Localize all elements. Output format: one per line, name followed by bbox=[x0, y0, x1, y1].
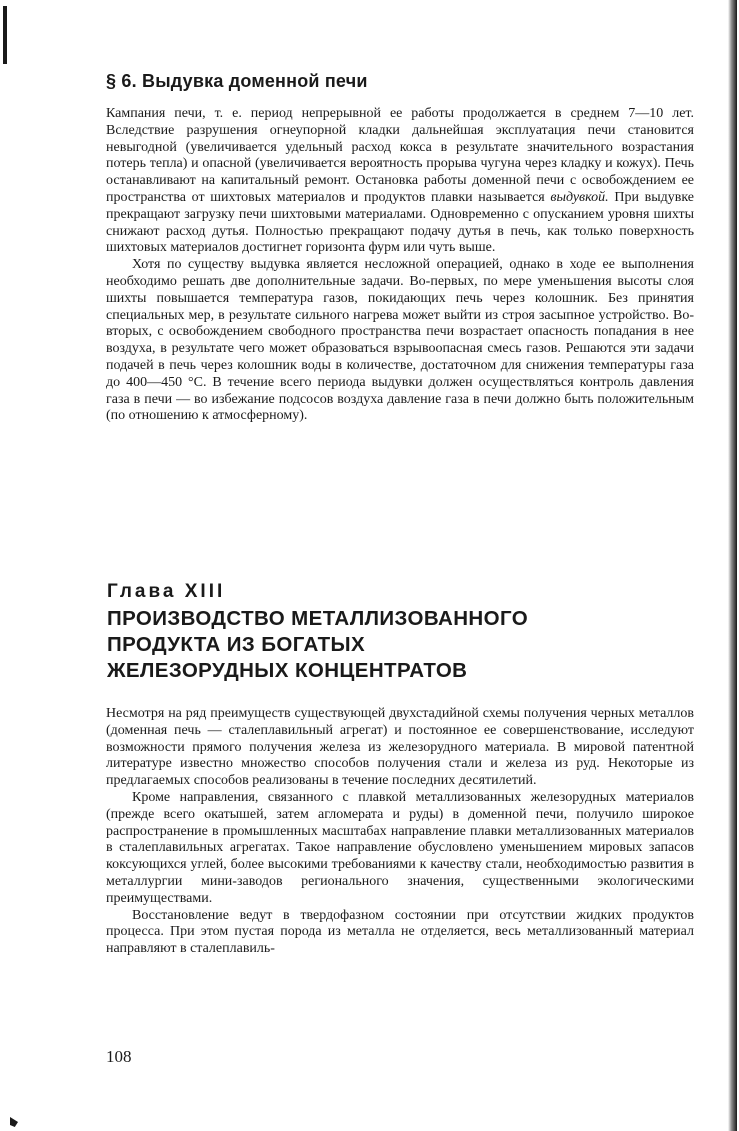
section-body bbox=[106, 106, 694, 425]
chapter-paragraph-1: Несмотря на ряд преимуществ существующей двухстадийной схемы получения черных металлов (доменная печь — сталеплавильный агрегат) и постоянное ее совершенствование, исследуют возможности прямого получения железа из железорудного материала. В мировой патентной литературе известно множество способов получения стали и железа из руд. Некоторые из предлагаемых способов реализованы в течение последних десятилетий. bbox=[106, 706, 694, 789]
section-paragraph-1 bbox=[106, 106, 694, 257]
page-number: 108 bbox=[106, 1047, 132, 1066]
scan-edge-mark bbox=[3, 6, 7, 64]
chapter-label: Глава XIII bbox=[107, 581, 226, 602]
chapter-title bbox=[107, 606, 667, 684]
chapter-title-line: ПРОДУКТА ИЗ БОГАТЫХ bbox=[107, 633, 366, 656]
section-title: § 6. Выдувка доменной печи bbox=[106, 71, 368, 91]
chapter-paragraph-3: Восстановление ведут в твердофазном состоянии при отсутствии жидких продуктов процесса. При этом пустая порода из металла не отделяется, весь металлизованный материал направляют в сталеплавиль- bbox=[106, 907, 694, 957]
chapter-title-line: ЖЕЛЕЗОРУДНЫХ КОНЦЕНТРАТОВ bbox=[107, 659, 468, 682]
term-emphasis: выдувкой. bbox=[550, 189, 609, 205]
paragraph-text-tail: При выдувке прекращают загрузку печи шихтовыми материалами. Одновременно с опусканием уровня шихты снижают расход дутья. Полностью прекращают подачу дутья в печь, как только поверхность шихтовых материалов достигнет горизонта фурм или чуть выше. bbox=[106, 189, 695, 256]
scan-corner-mark bbox=[10, 1117, 18, 1127]
section-paragraph-2: Хотя по существу выдувка является несложной операцией, однако в ходе ее выполнения необходимо решать две дополнительные задачи. Во-первых, по мере уменьшения высоты слоя шихты повышается температура газов, покидающих печь через колошник. Без принятия специальных мер, в результате сильного нагрева может выйти из строя засыпное устройство. Во-вторых, с освобождением свободного пространства печи возрастает опасность попадания в нее воздуха, в результате чего может образоваться взрывоопасная смесь газов. Решаются эти задачи подачей в печь через колошник воды в количестве, достаточном для снижения температуры газа до 400—450 °С. В течение всего периода выдувки должен осуществляться контроль давления газа в печи — во избежание подсосов воздуха давление газа в печи должно быть положительным (по отношению к атмосферному). bbox=[106, 257, 694, 424]
paragraph-text: Кампания печи, т. е. период непрерывной ее работы продолжается в среднем 7—10 лет. Вследствие разрушения огнеупорной кладки дальнейшая эксплуатация печи становится невыгодной (увеличивается удельный расход кокса в результате значительного возрастания потерь тепла) и опасной (увеличивается вероятность прорыва чугуна через кладку и кожух). Печь останавливают на капитальный ремонт. Остановка работы доменной печи с освобождением ее пространства от шихтовых материалов и продуктов плавки называется bbox=[106, 106, 694, 205]
scan-edge-shadow bbox=[728, 0, 737, 1131]
chapter-title-line: ПРОИЗВОДСТВО МЕТАЛЛИЗОВАННОГО bbox=[107, 607, 529, 630]
chapter-paragraph-2: Кроме направления, связанного с плавкой металлизованных железорудных материалов (прежде всего окатышей, затем агломерата и руды) в доменной печи, получило широкое распространение в промышленных масштабах направление плавки металлизованных материалов в сталеплавильных агрегатах. Такое направление обусловлено уменьшением мировых запасов коксующихся углей, более высокими требованиями к качеству стали, необходимостью развития в металлургии мини-заводов регионального значения, существенными экологическими преимуществами. bbox=[106, 789, 694, 906]
chapter-body bbox=[106, 706, 694, 958]
